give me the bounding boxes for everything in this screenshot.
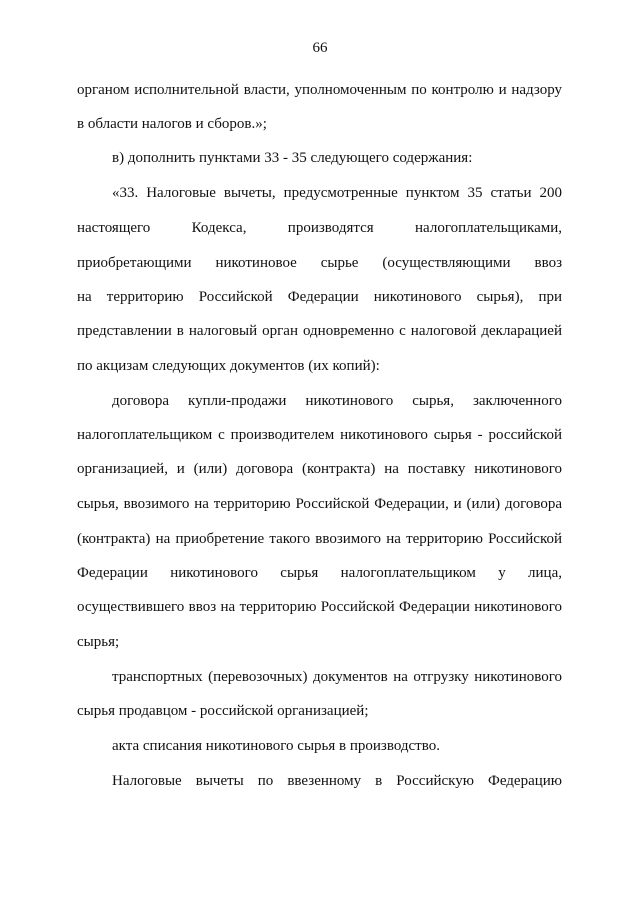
text-line: в) дополнить пунктами 33 - 35 следующего содержания:: [112, 150, 473, 166]
page-number: 66: [312, 40, 328, 56]
text-line: на территорию Российской Федерации никотинового сырья), при: [77, 289, 562, 305]
text-line: «33. Налоговые вычеты, предусмотренные пунктом 35 статьи 200: [112, 185, 562, 201]
text-line: Налоговые вычеты по ввезенному в Российскую Федерацию: [112, 773, 562, 789]
text-line: налогоплательщиком с производителем никотинового сырья - российской: [77, 427, 562, 443]
text-line: по акцизам следующих документов (их копий):: [77, 358, 380, 374]
text-line: организацией, и (или) договора (контракта) на поставку никотинового: [77, 461, 562, 477]
text-line: Федерации никотинового сырья налогоплательщиком у лица,: [77, 565, 562, 581]
text-line: в области налогов и сборов.»;: [77, 116, 267, 132]
text-line: настоящего Кодекса, производятся налогоплательщиками,: [77, 220, 562, 236]
text-line: договора купли-продажи никотинового сырья, заключенного: [112, 393, 562, 409]
text-line: (контракта) на приобретение такого ввозимого на территорию Российской: [77, 531, 562, 547]
text-line: приобретающими никотиновое сырье (осуществляющими ввоз: [77, 255, 562, 271]
text-line: осуществившего ввоз на территорию Российской Федерации никотинового: [77, 599, 562, 615]
text-line: органом исполнительной власти, уполномоченным по контролю и надзору: [77, 82, 562, 98]
text-line: сырья, ввозимого на территорию Российской Федерации, и (или) договора: [77, 496, 562, 512]
text-line: сырья продавцом - российской организацией;: [77, 703, 369, 719]
text-line: представлении в налоговый орган одновременно с налоговой декларацией: [77, 323, 562, 339]
text-line: транспортных (перевозочных) документов на отгрузку никотинового: [112, 669, 562, 685]
text-line: сырья;: [77, 634, 120, 650]
text-line: акта списания никотинового сырья в производство.: [112, 738, 440, 754]
